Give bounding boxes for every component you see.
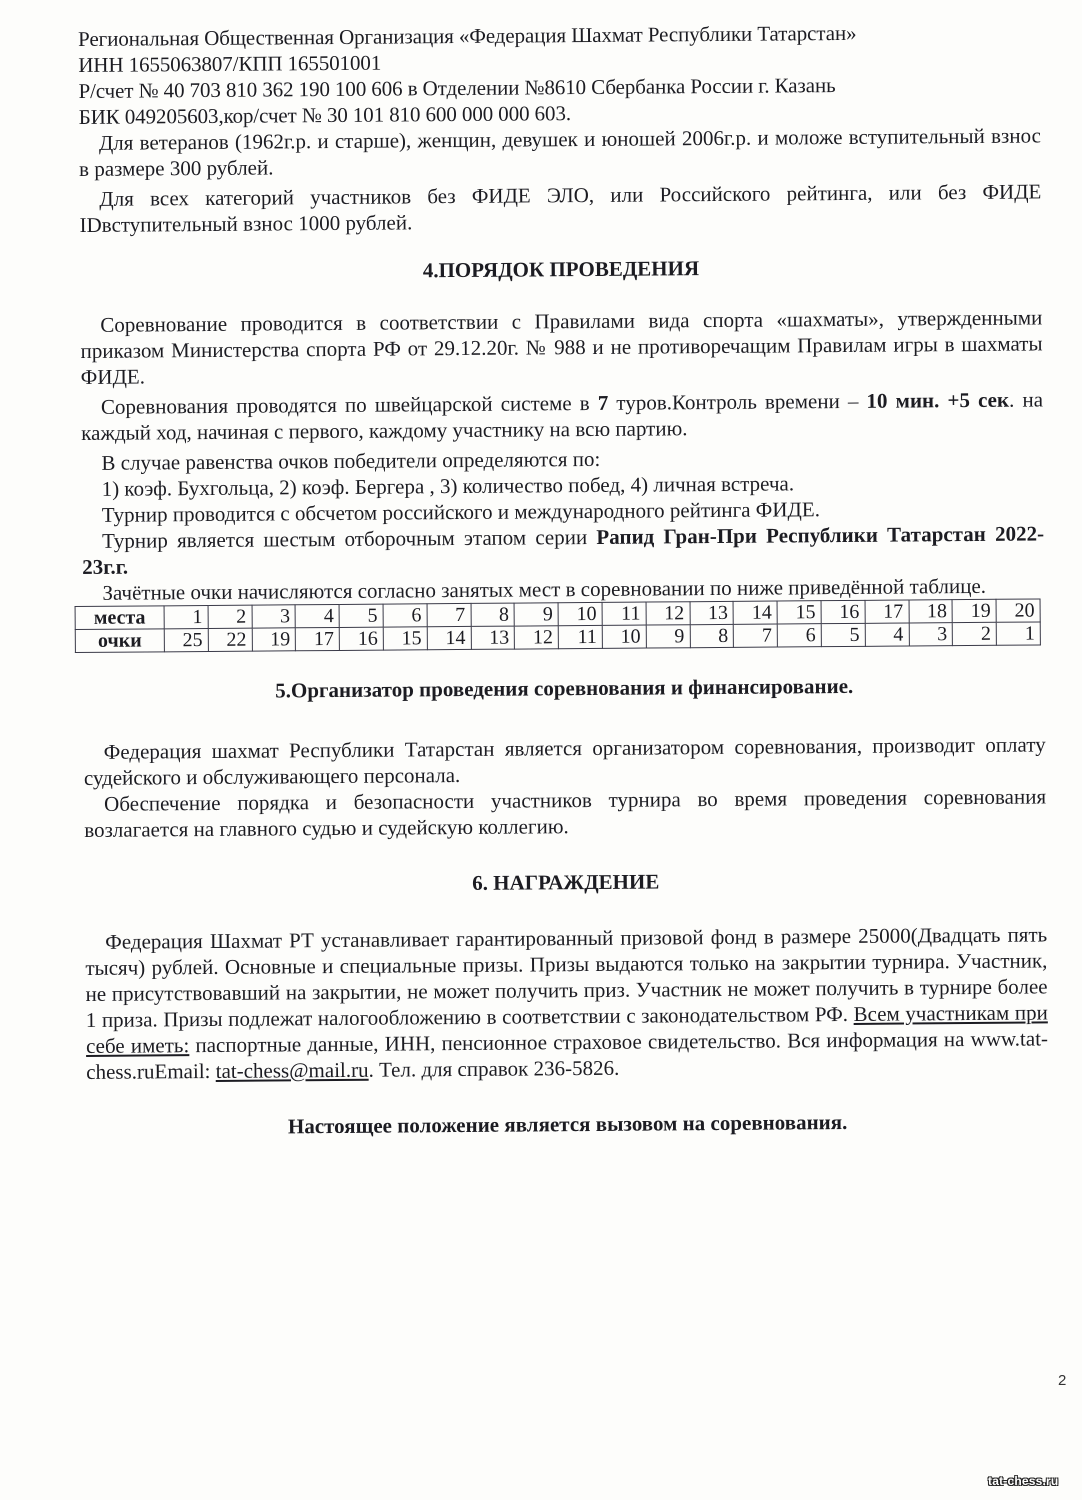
rounds-count: 7: [597, 390, 609, 415]
points-cell: 1: [996, 622, 1040, 645]
place-cell: 2: [208, 605, 252, 628]
section-5-title: 5.Организатор проведения соревнования и финансирование.: [275, 673, 854, 703]
points-cell: 17: [296, 627, 340, 650]
place-cell: 7: [427, 603, 471, 626]
place-cell: 4: [295, 604, 339, 627]
place-cell: 12: [646, 602, 690, 625]
place-cell: 5: [339, 604, 383, 627]
tiebreak-intro: В случае равенства очков победители определяются по:: [101, 446, 601, 475]
points-intro: Зачётные очки начисляются согласно занятых мест в соревновании по ниже приведённой таблице.: [102, 573, 987, 605]
section-5-safety-paragraph: Обеспечение порядка и безопасности участников турнира во время проведения соревнования возлагается на главного судью и судейскую коллегию.: [84, 784, 1047, 842]
section-4-system-paragraph: [81, 386, 1043, 446]
awards-info-text: паспортные данные, ИНН, пенсионное страховое свидетельство. Вся информация на www.tat-chess.ruEmail:: [86, 1026, 1049, 1084]
points-cell: 15: [383, 627, 427, 650]
points-cell: 5: [821, 623, 865, 646]
phone-text: . Тел. для справок 236-5826.: [368, 1055, 620, 1082]
tiebreak-list: 1) коэф. Бухгольца, 2) коэф. Бергера , 3) количество побед, 4) личная встреча.: [101, 471, 795, 501]
section-6-title: 6. НАГРАЖДЕНИЕ: [472, 869, 660, 895]
place-cell: 8: [471, 603, 515, 626]
place-cell: 20: [996, 599, 1040, 622]
email-link[interactable]: tat-chess@mail.ru: [215, 1057, 369, 1083]
inn-kpp: ИНН 1655063807/КПП 165501001: [78, 50, 382, 77]
place-cell: 16: [821, 600, 865, 623]
fee-veterans: Для ветеранов (1962г.р. и старше), женщин, девушек и юношей 2006г.р. и моложе вступительный взнос в размере 300 рублей.: [79, 123, 1041, 181]
grand-prix-paragraph: [82, 520, 1044, 580]
fee-no-rating: Для всех категорий участников без ФИДЕ ЭЛО, или Российского рейтинга, или без ФИДЕ IDвступительный взнос 1000 рублей.: [79, 179, 1042, 237]
place-cell: 1: [164, 605, 208, 628]
system-text: Соревнования проводятся по швейцарской системе в: [100, 390, 598, 419]
time-control-label: туров.Контроль времени –: [608, 388, 867, 415]
points-cell: 3: [909, 623, 953, 646]
row-label-places: места: [75, 606, 164, 630]
points-cell: 16: [339, 627, 383, 650]
watermark: tat-chess.ru: [988, 1474, 1059, 1488]
closing-statement: Настоящее положение является вызовом на соревнования.: [287, 1109, 848, 1139]
section-6-awards-paragraph: [85, 921, 1048, 1085]
row-label-points: очки: [75, 629, 164, 653]
time-control-text: . на каждый ход, начиная с первого, каждому участнику на всю партию.: [81, 387, 1044, 445]
points-table: [75, 598, 1041, 653]
place-cell: 13: [690, 601, 734, 624]
points-cell: 7: [734, 624, 778, 647]
place-cell: 14: [733, 601, 777, 624]
section-4-title: 4.ПОРЯДОК ПРОВЕДЕНИЯ: [422, 256, 700, 283]
document-page: [78, 18, 1049, 1141]
awards-text: Федерация Шахмат РТ устанавливает гарантированный призовой фонд в размере 25000(Двадцать пять тысяч) рублей. Основные и специальные призы. Призы выдаются только на закрытии турнира. Участник, не присутствовавший на закрытии, не может получить приз. Участник не может получить в турнире более 1 приза. Призы подлежат налогообложению в соответствии с законодательством РФ.: [85, 922, 1048, 1032]
points-cell: 6: [777, 624, 821, 647]
points-cell: 12: [515, 626, 559, 649]
section-5-organizer-paragraph: Федерация шахмат Республики Татарстан является организатором соревнования, производит оплату судейского и обслуживающего персонала.: [83, 732, 1046, 790]
bik-correspondent-account: БИК 049205603,кор/счет № 30 101 810 600 000 000 603.: [78, 101, 572, 129]
points-cell: 13: [471, 626, 515, 649]
grand-prix-series: Рапид Гран-При Республики Татарстан 2022-23г.г.: [82, 521, 1045, 579]
place-cell: 6: [383, 604, 427, 627]
points-cell: 22: [208, 628, 252, 651]
place-cell: 15: [777, 601, 821, 624]
place-cell: 17: [865, 600, 909, 623]
page-number: 2: [1058, 1372, 1067, 1389]
requisites-block: [78, 18, 1041, 130]
points-cell: 2: [953, 622, 997, 645]
place-cell: 18: [909, 600, 953, 623]
org-name: Региональная Общественная Организация «Федерация Шахмат Республики Татарстан»: [78, 20, 857, 51]
place-cell: 19: [952, 599, 996, 622]
bank-account: Р/счет № 40 703 810 362 190 100 606 в Отделении №8610 Сбербанка России г. Казань: [78, 73, 836, 103]
points-cell: 9: [646, 625, 690, 648]
section-4-rules-paragraph: Соревнование проводится в соответствии с Правилами вида спорта «шахматы», утвержденными приказом Министерства спорта РФ от 29.12.20г. № 988 и не противоречащим Правилам игры в шахматы ФИДЕ.: [80, 305, 1043, 389]
points-cell: 14: [427, 626, 471, 649]
points-cell: 4: [865, 623, 909, 646]
points-cell: 25: [164, 628, 208, 651]
place-cell: 3: [252, 605, 296, 628]
rating-note: Турнир проводится с обсчетом российского и международного рейтинга ФИДЕ.: [101, 497, 821, 527]
place-cell: 9: [514, 603, 558, 626]
points-cell: 10: [602, 625, 646, 648]
grand-prix-text: Турнир является шестым отборочным этапом серии: [101, 524, 597, 553]
points-cell: 11: [558, 625, 602, 648]
required-documents-label: Всем участникам при себе иметь:: [85, 1000, 1048, 1058]
points-cell: 19: [252, 628, 296, 651]
place-cell: 11: [602, 602, 646, 625]
points-cell: 8: [690, 624, 734, 647]
place-cell: 10: [558, 602, 602, 625]
time-control-value: 10 мин. +5 сек: [866, 387, 1010, 413]
